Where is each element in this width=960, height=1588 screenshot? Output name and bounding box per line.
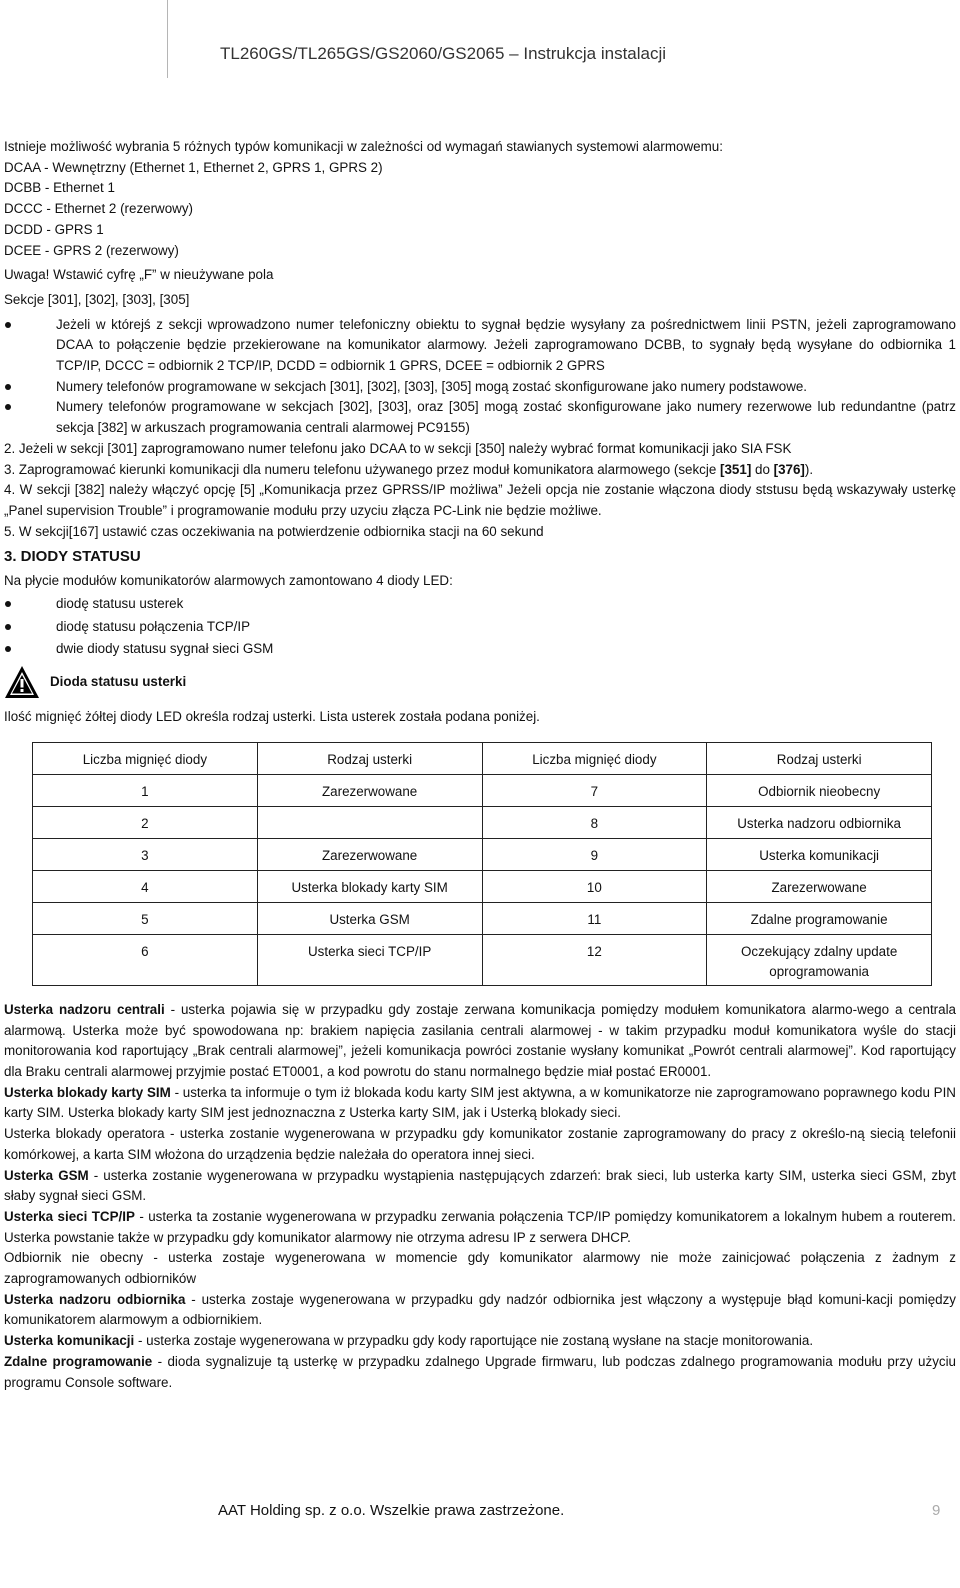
numbered-step-3: 3. Zaprogramować kierunki komunikacji dla numeru telefonu używanego przez moduł komunikatora alarmowego (sekcje [351] do [376]). [4,461,814,477]
table-row [33,902,932,934]
table-header-row [33,742,932,774]
page-header-title: TL260GS/TL265GS/GS2060/GS2065 – Instrukcja instalacji [220,44,667,63]
note-line: Uwaga! Wstawić cyfrę „F” w nieużywane pola [4,267,274,283]
bullet-item: Numery telefonów programowane w sekcjach [301], [302], [303], [305] mogą zostać skonfigurowane jako numery podstawowe. [4,377,956,398]
table-cell: 7 [482,774,707,806]
intro-line: Istnieje możliwość wybrania 5 różnych typów komunikacji w zależności od wymagań stawianych systemowi alarmowemu: [4,139,723,154]
table-cell: 9 [482,838,707,870]
definition-paragraph: Usterka nadzoru centrali - usterka pojawia się w przypadku gdy zostaje zerwana komunikacja pomiędzy modułem komunikatora alarmo-wego a centrala alarmową. Usterka może być spowodowana np: brakiem napięcia zasilania centrali alarmowej - w takim przypadku moduł komunikatora wyśle do stacji monitorowania kod raportujący „Brak centrali alarmowej”, jeżeli komunikacja powróci zostanie wysłany komunikat „Powrót centrali alarmowej”. Kod raportujący dla Braku centrali alarmowej przyjmie postać ET0001, a kod powrotu do stanu normalnego będzie miał postać ER0001. [4,1001,956,1079]
flash-intro: Ilość mignięć żółtej diody LED określa rodzaj usterki. Lista usterek została podana poniżej. [4,709,540,725]
error-table [32,742,932,986]
table-cell: Zarezerwowane [707,870,932,902]
warning-triangle-icon [4,665,40,699]
table-cell: 3 [33,838,258,870]
definition-paragraph: Odbiornik nie obecny - usterka zostaje wygenerowana w momencie gdy komunikator alarmowy nie może zainicjować połączenia z żadnym z zaprogramowanych odbiorników [4,1250,956,1287]
table-header-cell: Liczba mignięć diody [33,742,258,774]
table-header-cell: Rodzaj usterki [257,742,482,774]
table-cell: 8 [482,806,707,838]
table-cell: Oczekujący zdalny update oprogramowania [707,934,932,985]
table-cell: Usterka nadzoru odbiornika [707,806,932,838]
table-cell: 12 [482,934,707,985]
document-body [4,137,956,1393]
led-item: dwie diody statusu sygnał sieci GSM [4,639,956,660]
table-cell: Zdalne programowanie [707,902,932,934]
table-cell: 5 [33,902,258,934]
table-cell: Odbiornik nieobecny [707,774,932,806]
table-row [33,806,932,838]
numbered-step-2: 2. Jeżeli w sekcji [301] zaprogramowano numer telefonu jako DCAA to w sekcji [350] należy wybrać format komunikacji jako SIA FSK [4,440,792,456]
numbered-step-4: 4. W sekcji [382] należy włączyć opcję [5] „Komunikacja przez GPRSS/IP możliwa” Jeżeli opcja nie zostanie włączona diody ststusu będą wskazywały usterkę „Panel supervision Trouble” i programowanie modułu przy uzyciu złącza PC-Link nie będzie możliwe. [4,482,956,518]
warning-row [4,663,956,701]
table-cell: 1 [33,774,258,806]
table-cell: Usterka sieci TCP/IP [257,934,482,985]
table-cell: Usterka komunikacji [707,838,932,870]
intro-line: DCEE - GPRS 2 (rezerwowy) [4,242,179,258]
bullet-item: Numery telefonów programowane w sekcjach [302], [303], oraz [305] mogą zostać skonfigurowane jako numery rezerwowe lub redundantne (patrz sekcja [382] w arkuszach programowania centrali alarmowej PC9155) [4,397,956,438]
led-intro: Na płycie modułów komunikatorów alarmowych zamontowano 4 diody LED: [4,573,453,589]
bullet-item: Jeżeli w którejś z sekcji wprowadzono numer telefoniczny obiektu to sygnał będzie wysyłany za pośrednictwem linii PSTN, jeżeli zaprogramowano DCAA to połączenie będzie przekierowane na komunikator alarmowy. Jeżeli zaprogramowano DCBB, to sygnały będą wysyłane do odbiornika 1 TCP/IP, DCCC = odbiornik 2 TCP/IP, DCDD = odbiornik 1 GPRS, DCEE = odbiornik 2 GPRS [4,315,956,377]
led-item: diodę statusu usterek [4,594,956,615]
intro-line: DCBB - Ethernet 1 [4,180,115,196]
table-row [33,774,932,806]
section-heading: 3. DIODY STATUSU [4,548,141,566]
table-row [33,870,932,902]
table-cell: Zarezerwowane [257,774,482,806]
definition-paragraph: Usterka blokady operatora - usterka zostanie wygenerowana w przypadku gdy komunikator zostanie zaprogramowany do pracy z określo-ną siecią telefonii komórkowej, a karta SIM włożona do urządzenia będzie należała do operatora innej sieci. [4,1126,956,1162]
header-divider [167,0,168,78]
table-cell: 2 [33,806,258,838]
table-cell: 6 [33,934,258,985]
definition-paragraph: Usterka komunikacji - usterka zostaje wygenerowana w przypadku gdy kody raportujące nie zostaną wysłane na stacje monitorowania. [4,1333,814,1349]
table-header-cell: Liczba mignięć diody [482,742,707,774]
table-cell: Zarezerwowane [257,838,482,870]
intro-line: DCDD - GPRS 1 [4,221,104,237]
table-row [33,838,932,870]
led-item: diodę statusu połączenia TCP/IP [4,617,956,638]
footer-copyright: AAT Holding sp. z o.o. Wszelkie prawa zastrzeżone. [218,1502,565,1519]
definition-paragraph: Usterka sieci TCP/IP - usterka ta zostanie wygenerowana w przypadku zerwania połączenia TCP/IP pomiędzy komunikatorem a lokalnym hubem a routerem. Usterka powstanie także w przypadku gdy komunikator alarmowy nie otrzyma adresu IP z serwera DHCP. [4,1208,956,1245]
page-number: 9 [932,1502,941,1519]
table-header-cell: Rodzaj usterki [707,742,932,774]
definition-paragraph: Usterka nadzoru odbiornika - usterka zostaje wygenerowana w przypadku gdy nadzór odbiornika jest włączony a występuje błąd komuni-kacji pomiędzy komunikatorem alarmowym a odbiornikiem. [4,1291,956,1328]
table-cell [257,806,482,838]
table-cell: Usterka GSM [257,902,482,934]
sections-line: Sekcje [301], [302], [303], [305] [4,291,190,307]
definition-paragraph: Usterka GSM - usterka zostanie wygenerowana w przypadku wystąpienia następujących zdarzeń: brak sieci, lub usterka karty SIM, usterka sieci GSM, zbyt słaby sygnał sieci GSM. [4,1167,956,1204]
table-cell: Usterka blokady karty SIM [257,870,482,902]
numbered-step-5: 5. W sekcji[167] ustawić czas oczekiwania na potwierdzenie odbiornika stacji na 60 sekund [4,523,544,539]
intro-line: DCCC - Ethernet 2 (rezerwowy) [4,201,193,217]
definition-paragraph: Zdalne programowanie - dioda sygnalizuje tą usterkę w przypadku zdalnego Upgrade firmwaru, lub podczas zdalnego programowania modułu przy użyciu programu Console software. [4,1353,957,1390]
warning-subheading: Dioda statusu usterki [50,673,187,689]
definition-paragraph: Usterka blokady karty SIM - usterka ta informuje o tym iż blokada kodu karty SIM jest aktywna, a w komunikatorze nie zaprogramowano poprawnego kodu PIN karty SIM. Usterka blokady karty SIM jest jednoznaczna z Usterka karty SIM, jak i Usterką blokady sieci. [4,1084,956,1121]
table-row [33,934,932,985]
intro-line: DCAA - Wewnętrzny (Ethernet 1, Ethernet 2, GPRS 1, GPRS 2) [4,159,383,175]
table-cell: 11 [482,902,707,934]
table-cell: 10 [482,870,707,902]
table-cell: 4 [33,870,258,902]
